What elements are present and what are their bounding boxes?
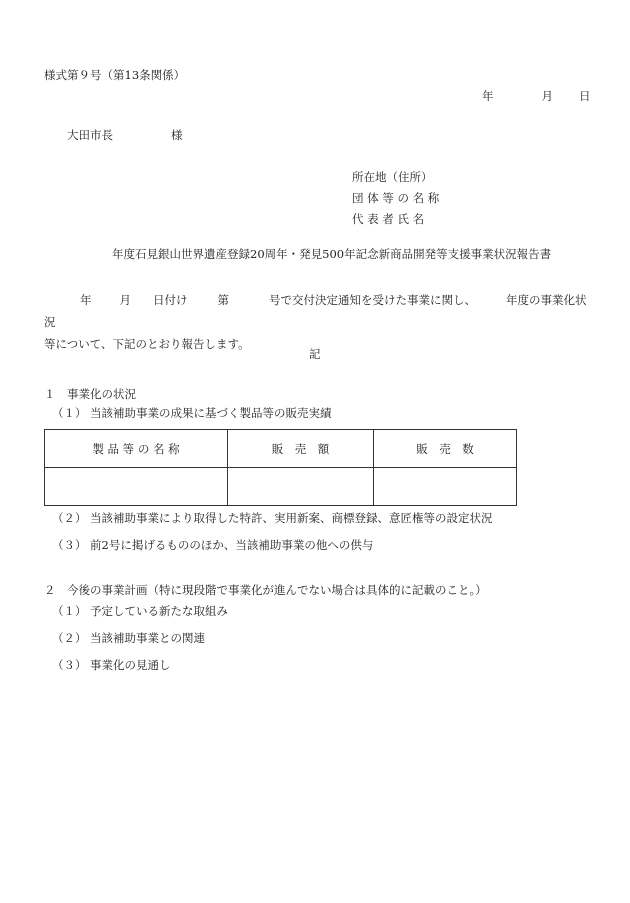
cell-sales-amount[interactable]: [228, 468, 374, 506]
section-1-3: [52, 537, 373, 553]
header-product-name: 製 品 等 の 名 称: [45, 430, 228, 468]
section-1-2: [52, 510, 493, 526]
section-2-heading: ２ 今後の事業計画（特に現段階で事業化が進んでない場合は具体的に記載のこと。）: [44, 583, 487, 597]
section-2-2-num: （２）: [52, 631, 87, 645]
header-sales-amount: 販 売 額: [228, 430, 374, 468]
section-1-2-num: （２）: [52, 511, 87, 525]
address-label: 所在地（住所）: [352, 170, 433, 184]
body-day-dated: 日付け: [153, 293, 188, 307]
representative-label: 代 表 者 氏 名: [352, 212, 425, 226]
body-year2: 年度の事業化状況: [44, 293, 587, 329]
header-sales-count: 販 売 数: [374, 430, 517, 468]
org-name-label: 団 体 等 の 名 称: [352, 191, 440, 205]
body-year: 年: [80, 293, 92, 307]
sales-table: [44, 429, 517, 506]
section-2-1-num: （１）: [52, 604, 87, 618]
section-1-1-num: （１）: [52, 406, 87, 420]
section-2-1-text: 予定している新たな取組み: [90, 604, 228, 618]
section-2-3-text: 事業化の見通し: [90, 658, 171, 672]
date-day: 日: [579, 89, 591, 103]
table-row: [45, 468, 517, 506]
section-2-2: [52, 630, 205, 646]
section-1-1: [52, 405, 332, 421]
section-2-1: [52, 603, 228, 619]
ki-heading: 記: [309, 347, 321, 361]
body-rest1: 号で交付決定通知を受けた事業に関し、: [269, 293, 476, 307]
section-1-2-text: 当該補助事業により取得した特許、実用新案、商標登録、意匠権等の設定状況: [90, 511, 493, 525]
section-2-3: [52, 657, 171, 673]
section-2-2-text: 当該補助事業との関連: [90, 631, 205, 645]
recipient-honorific: 様: [171, 128, 183, 142]
section-1-3-num: （３）: [52, 538, 87, 552]
body-month: 月: [119, 293, 131, 307]
recipient-name: 大田市長: [67, 128, 113, 142]
date-year: 年: [482, 89, 494, 103]
body-dai: 第: [217, 293, 229, 307]
date-line: [482, 88, 591, 104]
body-rest2: 等について、下記のとおり報告します。: [44, 337, 250, 351]
document-title: 年度石見銀山世界遺産登録20周年・発見500年記念新商品開発等支援事業状況報告書: [112, 247, 552, 261]
cell-sales-count[interactable]: [374, 468, 517, 506]
section-1-3-text: 前2号に掲げるもののほか、当該補助事業の他への供与: [90, 538, 374, 552]
section-1-1-text: 当該補助事業の成果に基づく製品等の販売実績: [90, 406, 332, 420]
cell-product-name[interactable]: [45, 468, 228, 506]
section-1-heading: １ 事業化の状況: [44, 387, 136, 401]
date-month: 月: [541, 89, 553, 103]
section-2-3-num: （３）: [52, 658, 87, 672]
table-header-row: [45, 430, 517, 468]
recipient: [67, 127, 183, 143]
applicant-block: [352, 167, 439, 230]
form-number: 様式第９号（第13条関係）: [44, 68, 186, 82]
